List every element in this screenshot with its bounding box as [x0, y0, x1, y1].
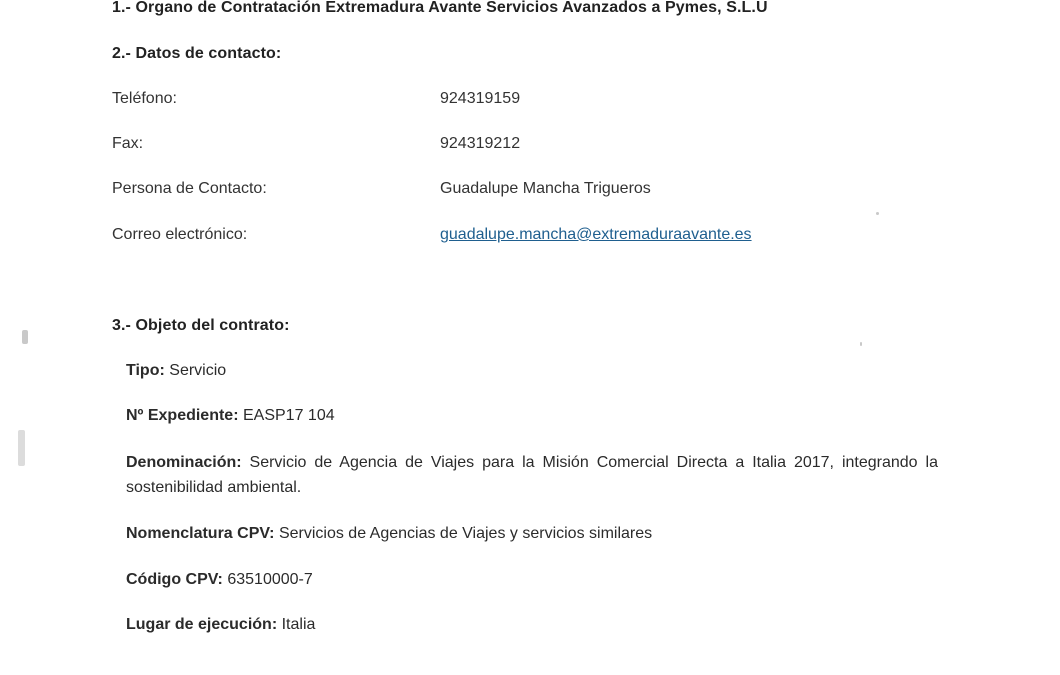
email-label: Correo electrónico: [112, 226, 248, 243]
scan-artifact [18, 430, 25, 466]
phone-label: Teléfono: [112, 90, 177, 107]
email-link[interactable]: guadalupe.mancha@extremaduraavante.es [440, 226, 752, 243]
cpv-code [126, 570, 313, 590]
cpv-nomenclature-value: Servicios de Agencias de Viajes y servicios similares [278, 525, 653, 542]
contract-name-label: Denominación: [126, 454, 242, 471]
section-2-heading: 2.- Datos de contacto: [112, 45, 282, 62]
file-number-label: Nº Expediente: [126, 407, 239, 424]
cpv-nomenclature [126, 524, 652, 544]
contract-type-label: Tipo: [126, 362, 165, 379]
contract-type [126, 361, 226, 381]
contract-name [126, 450, 938, 500]
fax-value: 924319212 [440, 135, 521, 152]
execution-place [126, 615, 315, 635]
cpv-code-label: Código CPV: [126, 571, 223, 588]
file-number-value: EASP17 104 [242, 407, 335, 424]
file-number [126, 406, 335, 426]
contract-type-value: Servicio [169, 362, 227, 379]
contract-name-value: Servicio de Agencia de Viajes para la Misión Comercial Directa a Italia 2017, integrando la sostenibilidad ambiental. [126, 454, 938, 496]
cpv-nomenclature-label: Nomenclatura CPV: [126, 525, 275, 542]
contact-person-label: Persona de Contacto: [112, 180, 267, 197]
section-3-heading: 3.- Objeto del contrato: [112, 317, 290, 334]
scan-artifact [876, 212, 879, 215]
section-1-heading: 1.- Órgano de Contratación Extremadura Avante Servicios Avanzados a Pymes, S.L.U [112, 0, 768, 16]
execution-place-value: Italia [281, 616, 316, 633]
phone-value: 924319159 [440, 90, 521, 107]
execution-place-label: Lugar de ejecución: [126, 616, 278, 633]
cpv-code-value: 63510000-7 [227, 571, 313, 588]
scan-artifact [860, 342, 862, 346]
fax-label: Fax: [112, 135, 144, 152]
contact-person-value: Guadalupe Mancha Trigueros [440, 180, 651, 197]
scan-artifact [22, 330, 28, 344]
